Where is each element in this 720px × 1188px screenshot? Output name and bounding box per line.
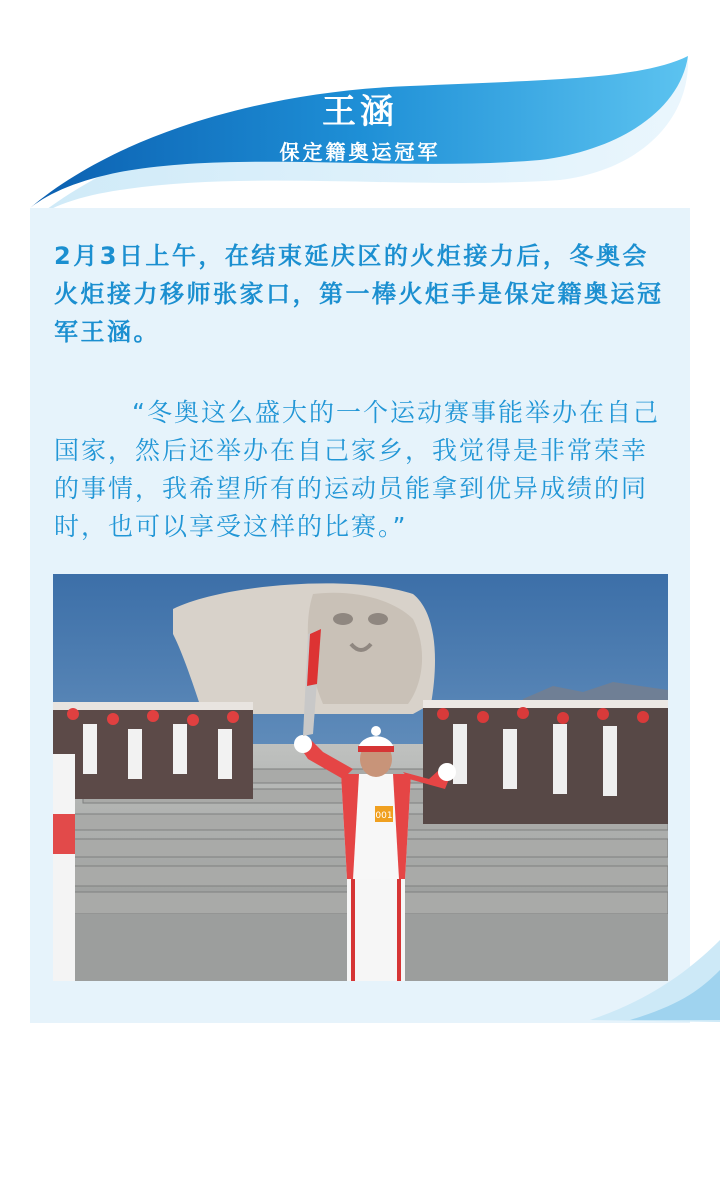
intro-paragraph: 2月3日上午，在结束延庆区的火炬接力后，冬奥会火炬接力移师张家口，第一棒火炬手是保定籍奥运冠军王涵。 xyxy=(54,242,664,346)
athlete-subtitle: 保定籍奥运冠军 xyxy=(279,140,441,164)
quote-paragraph: “冬奥这么盛大的一个运动赛事能举办在自己国家，然后还举办在自己家乡，我觉得是非常荣幸的事情，我希望所有的运动员能拿到优异成绩的同时，也可以享受这样的比赛。” xyxy=(54,398,660,541)
torch-relay-photo xyxy=(53,574,668,981)
athlete-name: 王涵 xyxy=(322,92,398,132)
bib-number: 001 xyxy=(375,811,393,821)
corner-decoration xyxy=(570,930,720,1030)
header-banner xyxy=(0,0,720,240)
